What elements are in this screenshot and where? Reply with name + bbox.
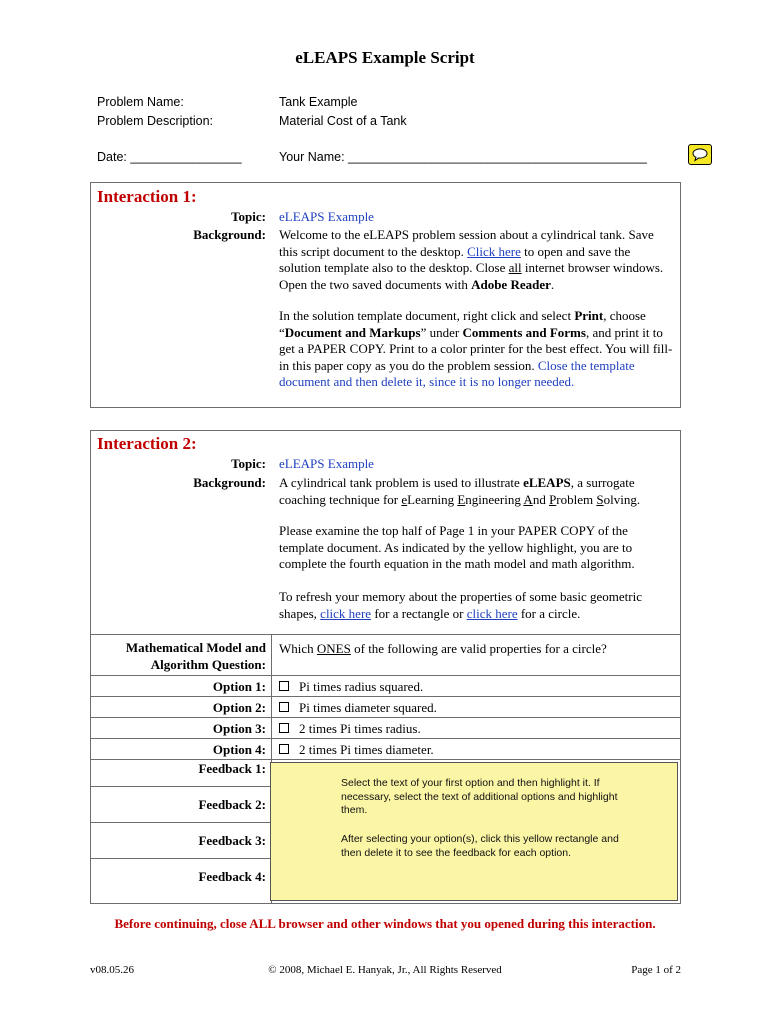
rectangle-link[interactable]: click here [320, 605, 372, 621]
date-field[interactable]: Date: ________________ [97, 150, 242, 164]
topic-value: eLEAPS Example [279, 209, 374, 224]
interaction-2-title: Interaction 2: [97, 434, 197, 453]
warning-text: Before continuing, close ALL browser and other windows that you opened during this interaction. [114, 916, 656, 931]
topic-label: Topic: [231, 209, 266, 224]
question-text: Which ONES of the following are valid properties for a circle? [279, 641, 607, 656]
feedback-3-label: Feedback 3: [198, 833, 266, 848]
interaction-1-paragraph-1: Welcome to the eLEAPS problem session about a cylindrical tank. Save this script document to the desktop. Click here to open and save the solution template also to the desktop. Close all internet browser windows. Open the two saved documents with Adobe Reader. [279, 227, 664, 292]
interaction-1-paragraph-2: In the solution template document, right click and select Print, choose “Document and Markups” under Comments and Forms, and print it to get a PAPER COPY. Print to a color printer for the best effect. You will fill-in this paper copy as you do the problem session. Close the template document and then delete it, since it is no longer needed. [279, 308, 673, 389]
divider [90, 786, 271, 787]
feedback-2-label: Feedback 2: [198, 797, 266, 812]
footer-copyright: © 2008, Michael E. Hanyak, Jr., All Rights Reserved [268, 964, 502, 976]
open-template-link[interactable]: Click here [467, 243, 521, 259]
divider [90, 717, 681, 718]
option-3-label: Option 3: [212, 721, 266, 736]
footer-version: v08.05.26 [90, 964, 134, 976]
divider [90, 738, 681, 739]
problem-name-label: Problem Name: [97, 95, 184, 109]
problem-name-value: Tank Example [279, 95, 358, 109]
footer-page-number: Page 1 of 2 [631, 964, 681, 976]
checkbox[interactable] [279, 702, 289, 712]
problem-description-value: Material Cost of a Tank [279, 114, 407, 128]
document-title: eLEAPS Example Script [295, 48, 475, 67]
feedback-4-label: Feedback 4: [198, 869, 266, 884]
divider [90, 759, 681, 760]
interaction-2-paragraph-1: A cylindrical tank problem is used to illustrate eLEAPS, a surrogate coaching technique for eLearning Engineering And Problem Solving. [279, 475, 641, 507]
divider [90, 858, 271, 859]
divider [90, 675, 681, 676]
option-2[interactable]: Pi times diameter squared. [279, 700, 437, 716]
option-2-label: Option 2: [212, 700, 266, 715]
divider [90, 822, 271, 823]
checkbox[interactable] [279, 723, 289, 733]
topic-label: Topic: [231, 456, 266, 471]
sticky-instruction-2: After selecting your option(s), click this yellow rectangle and then delete it to see the feedback for each option. [341, 833, 619, 859]
option-4-label: Option 4: [212, 742, 266, 757]
interaction-2-paragraph-2: Please examine the top half of Page 1 in your PAPER COPY of the template document. As indicated by the yellow highlight, you are to complete the fourth equation in the math model and math algorithm. [279, 523, 635, 571]
background-label: Background: [193, 227, 266, 242]
option-4[interactable]: 2 times Pi times diameter. [279, 742, 434, 758]
circle-link[interactable]: click here [466, 605, 518, 621]
topic-value: eLEAPS Example [279, 456, 374, 471]
question-label: Mathematical Model and Algorithm Question: [125, 640, 266, 672]
feedback-sticky-note[interactable] [270, 762, 678, 901]
option-1[interactable]: Pi times radius squared. [279, 679, 423, 695]
checkbox[interactable] [279, 681, 289, 691]
problem-description-label: Problem Description: [97, 114, 214, 128]
interaction-2-paragraph-3: To refresh your memory about the properties of some basic geometric shapes, click here for a rectangle or click here for a circle. [279, 589, 642, 621]
checkbox[interactable] [279, 744, 289, 754]
sticky-instruction-1: Select the text of your first option and then highlight it. If necessary, select the text of additional options and highlight them. [341, 777, 618, 816]
divider [90, 696, 681, 697]
background-label: Background: [193, 475, 266, 490]
comment-note-icon[interactable] [688, 144, 712, 165]
divider [90, 634, 681, 635]
your-name-field[interactable]: Your Name: ___________________________________________ [279, 150, 647, 164]
feedback-1-label: Feedback 1: [198, 761, 266, 776]
option-3[interactable]: 2 times Pi times radius. [279, 721, 421, 737]
option-1-label: Option 1: [212, 679, 266, 694]
interaction-1-title: Interaction 1: [97, 187, 197, 206]
